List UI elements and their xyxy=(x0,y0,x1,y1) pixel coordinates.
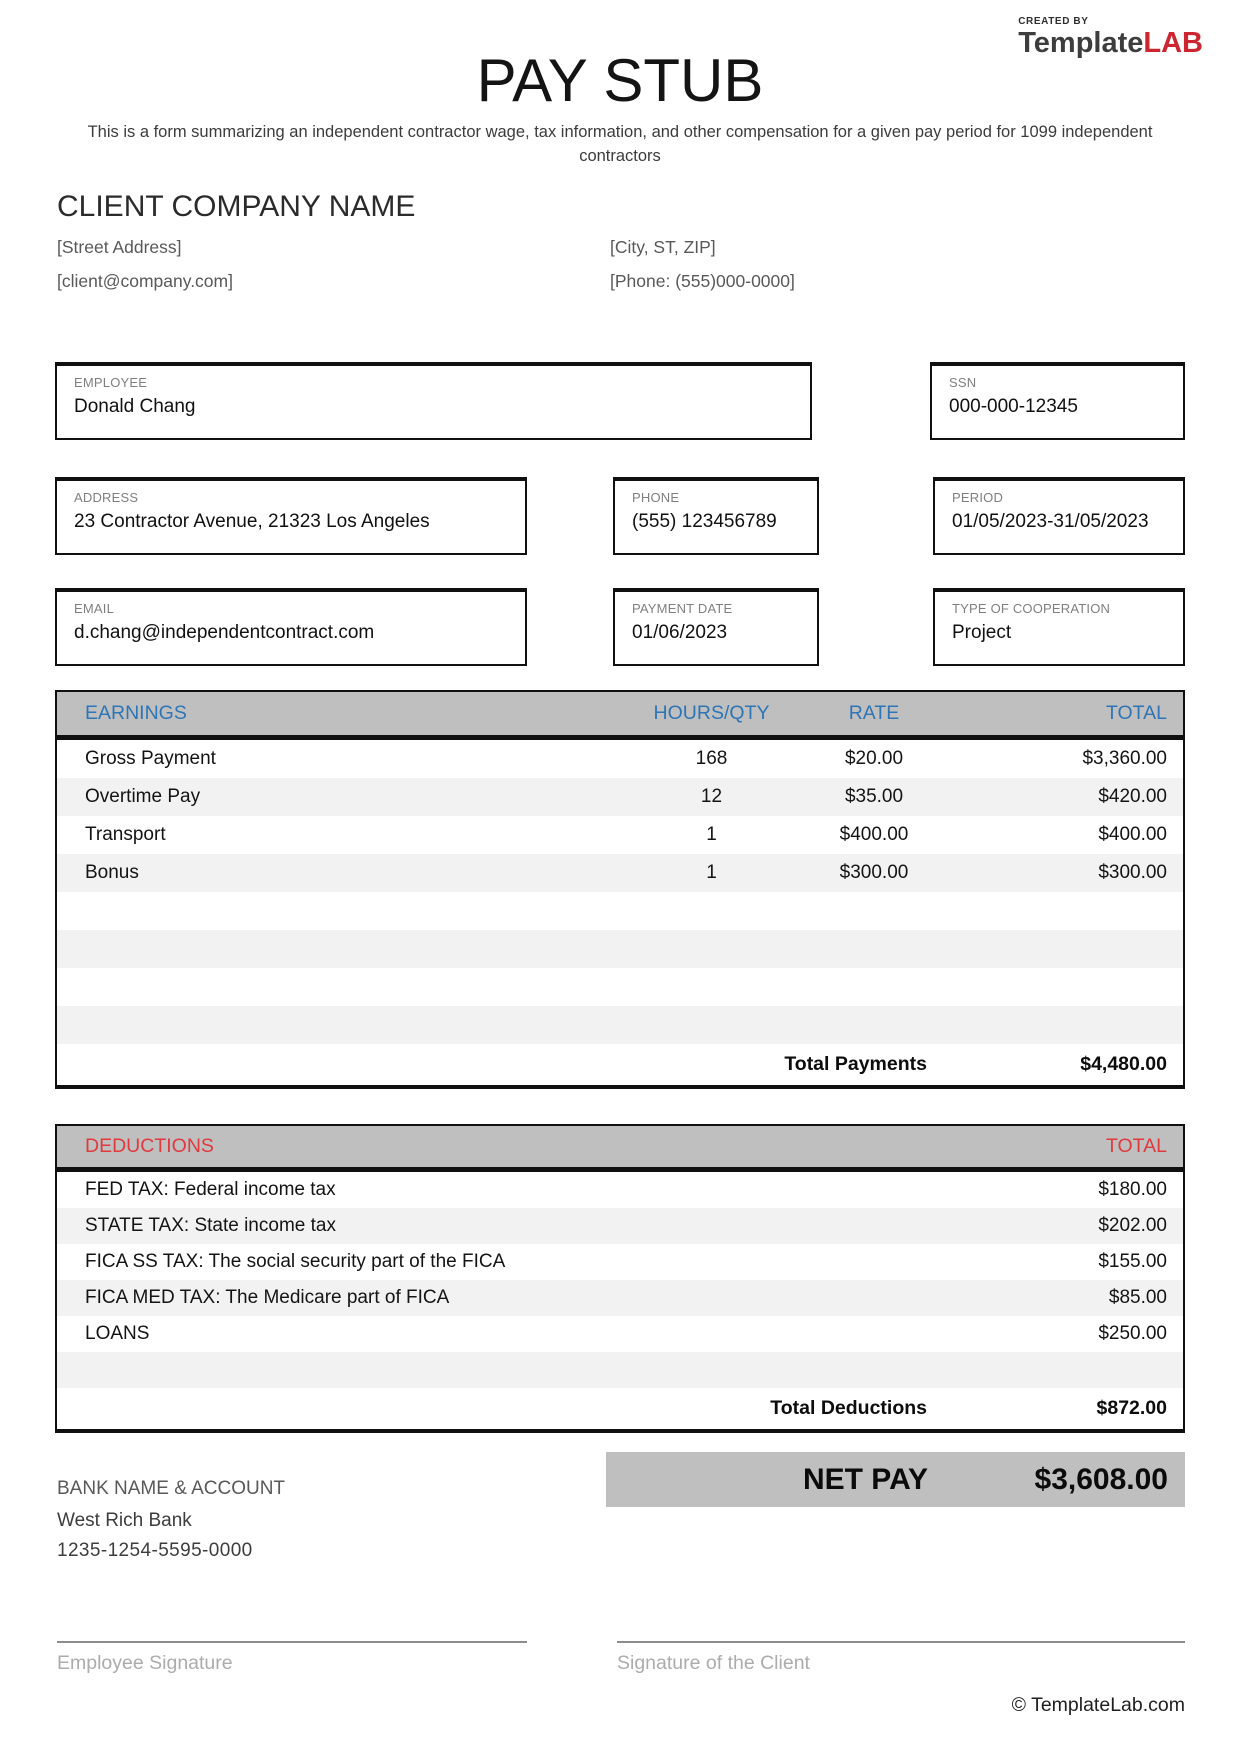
bank-label: BANK NAME & ACCOUNT xyxy=(57,1478,286,1499)
client-phone: [Phone: (555)000-0000] xyxy=(610,271,795,291)
deductions-row-total: $250.00 xyxy=(1098,1323,1167,1344)
net-pay-label: NET PAY xyxy=(802,1462,928,1496)
address-label: ADDRESS xyxy=(74,490,139,505)
phone-label: PHONE xyxy=(632,490,680,505)
employee-signature-line xyxy=(57,1641,527,1675)
deductions-header-name: DEDUCTIONS xyxy=(85,1135,214,1157)
bank-name: West Rich Bank xyxy=(57,1510,192,1531)
deductions-row-name: LOANS xyxy=(85,1323,150,1344)
earnings-header-rate: RATE xyxy=(848,702,900,724)
earnings-row-total: $420.00 xyxy=(1098,786,1167,807)
ssn-label: SSN xyxy=(949,375,977,390)
deductions-table-header xyxy=(57,1126,1183,1170)
earnings-row-qty: 12 xyxy=(700,786,723,807)
bank-info xyxy=(57,1478,285,1562)
payment-date-field xyxy=(613,588,819,666)
earnings-row-qty: 1 xyxy=(706,824,717,845)
earnings-row-name: Bonus xyxy=(85,862,139,883)
earnings-row-total: $3,360.00 xyxy=(1082,748,1167,769)
earnings-row-qty: 1 xyxy=(706,862,717,883)
ssn-value: 000-000-12345 xyxy=(949,396,1078,417)
payment-date-value: 01/06/2023 xyxy=(632,622,728,643)
earnings-header-total: TOTAL xyxy=(1105,702,1167,724)
client-contact-info xyxy=(57,237,817,292)
deductions-row-name: FED TAX: Federal income tax xyxy=(85,1179,336,1200)
deductions-table xyxy=(55,1124,1185,1433)
phone-field xyxy=(613,477,819,555)
earnings-row xyxy=(57,740,1183,778)
net-pay-banner xyxy=(606,1452,1185,1507)
earnings-empty-row xyxy=(57,1006,1183,1044)
employee-name-value: Donald Chang xyxy=(74,396,196,417)
deductions-row-name: FICA MED TAX: The Medicare part of FICA xyxy=(85,1287,450,1308)
logo-created-by: CREATED BY xyxy=(1018,16,1089,27)
deductions-row xyxy=(57,1280,1183,1316)
employee-name-field xyxy=(55,362,812,440)
earnings-total-label: Total Payments xyxy=(784,1053,927,1075)
earnings-table-header xyxy=(57,692,1183,738)
earnings-total-row xyxy=(57,1044,1183,1085)
earnings-row-qty: 168 xyxy=(695,748,728,769)
deductions-row-name: STATE TAX: State income tax xyxy=(85,1215,336,1236)
logo-wordmark-accent: LAB xyxy=(1143,27,1203,59)
earnings-row-rate: $35.00 xyxy=(844,786,904,807)
deductions-row xyxy=(57,1244,1183,1280)
earnings-row-total: $300.00 xyxy=(1098,862,1167,883)
email-label: EMAIL xyxy=(74,601,115,616)
deductions-header-total: TOTAL xyxy=(1105,1135,1167,1157)
earnings-row-rate: $300.00 xyxy=(839,862,909,883)
ssn-field xyxy=(930,362,1185,440)
earnings-total-value: $4,480.00 xyxy=(1080,1053,1167,1075)
client-signature-label: Signature of the Client xyxy=(617,1652,810,1674)
client-city: [City, ST, ZIP] xyxy=(610,237,716,257)
earnings-header-qty: HOURS/QTY xyxy=(653,702,770,724)
period-label: PERIOD xyxy=(952,490,1004,505)
client-company-name: CLIENT COMPANY NAME xyxy=(57,190,416,223)
earnings-row-rate: $20.00 xyxy=(844,748,904,769)
bank-account-number: 1235-1254-5595-0000 xyxy=(57,1540,253,1561)
earnings-row xyxy=(57,854,1183,892)
employee-signature-label: Employee Signature xyxy=(57,1652,233,1674)
net-pay-value: $3,608.00 xyxy=(1034,1462,1168,1496)
deductions-row-name: FICA SS TAX: The social security part of the FICA xyxy=(85,1251,506,1272)
deductions-total-row xyxy=(57,1388,1183,1429)
page-title: PAY STUB xyxy=(476,47,764,114)
deductions-row xyxy=(57,1316,1183,1352)
address-field xyxy=(55,477,527,555)
email-field xyxy=(55,588,527,666)
earnings-table xyxy=(55,690,1185,1089)
cooperation-type-label: TYPE OF COOPERATION xyxy=(952,601,1111,616)
cooperation-type-value: Project xyxy=(952,622,1012,643)
payment-date-label: PAYMENT DATE xyxy=(632,601,733,616)
deductions-row-total: $180.00 xyxy=(1098,1179,1167,1200)
footer-link[interactable]: © TemplateLab.com xyxy=(1011,1694,1185,1716)
logo-wordmark-primary: Template xyxy=(1018,27,1144,59)
earnings-row-name: Overtime Pay xyxy=(85,786,201,807)
cooperation-type-field xyxy=(933,588,1185,666)
deductions-total-label: Total Deductions xyxy=(770,1397,927,1419)
employee-name-label: EMPLOYEE xyxy=(74,375,148,390)
earnings-row-name: Transport xyxy=(85,824,166,845)
address-value: 23 Contractor Avenue, 21323 Los Angeles xyxy=(74,511,430,532)
client-street: [Street Address] xyxy=(57,237,182,257)
earnings-row-name: Gross Payment xyxy=(85,748,216,769)
period-value: 01/05/2023-31/05/2023 xyxy=(952,511,1149,532)
deductions-row xyxy=(57,1208,1183,1244)
earnings-row xyxy=(57,778,1183,816)
deductions-empty-row xyxy=(57,1352,1183,1388)
deductions-total-value: $872.00 xyxy=(1096,1397,1167,1419)
earnings-empty-row xyxy=(57,968,1183,1006)
deductions-row-total: $155.00 xyxy=(1098,1251,1167,1272)
email-value: d.chang@independentcontract.com xyxy=(74,622,375,643)
deductions-row xyxy=(57,1172,1183,1208)
deductions-row-total: $202.00 xyxy=(1098,1215,1167,1236)
earnings-row-total: $400.00 xyxy=(1098,824,1167,845)
earnings-header-name: EARNINGS xyxy=(85,702,187,724)
earnings-row xyxy=(57,816,1183,854)
client-signature-line xyxy=(617,1641,1185,1675)
earnings-empty-row xyxy=(57,930,1183,968)
earnings-empty-row xyxy=(57,892,1183,930)
earnings-row-rate: $400.00 xyxy=(839,824,909,845)
client-email: [client@company.com] xyxy=(57,271,233,291)
period-field xyxy=(933,477,1185,555)
phone-value: (555) 123456789 xyxy=(632,511,777,532)
deductions-row-total: $85.00 xyxy=(1108,1287,1167,1308)
page-subtitle: This is a form summarizing an independent contractor wage, tax information, and other compensation for a given pay period for 1099 independent contractors xyxy=(87,123,1153,165)
